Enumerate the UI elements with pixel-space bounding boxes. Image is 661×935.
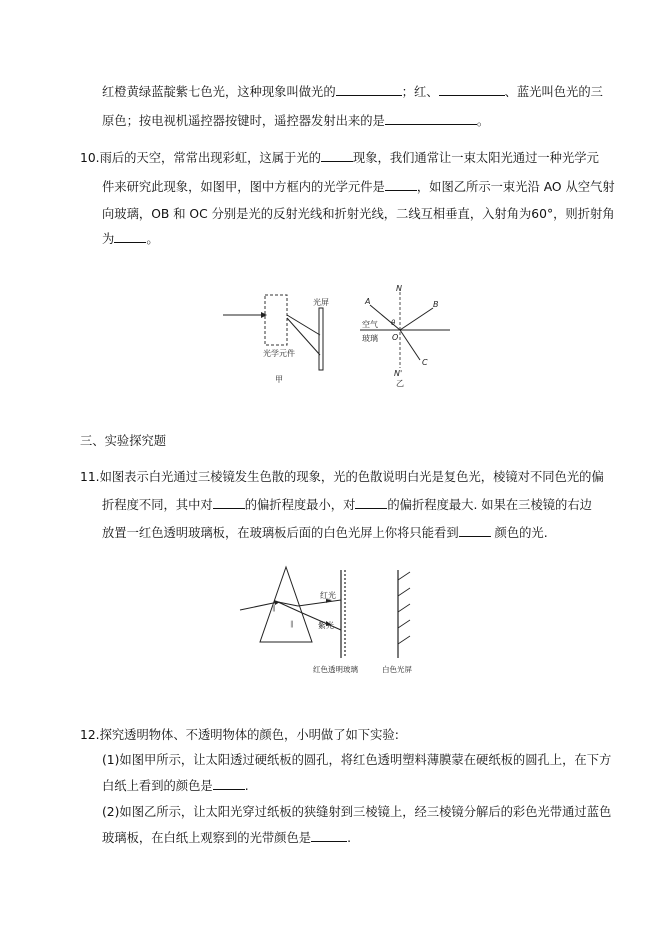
q10-text: 向玻璃，OB 和 OC 分别是光的反射光线和折射光线，二线互相垂直，入射角为60°，则折射角 bbox=[102, 207, 615, 221]
air-label: 空气 bbox=[362, 320, 378, 329]
red-light-ray bbox=[298, 600, 341, 606]
q12-text: (1)如图甲所示，让太阳透过硬纸板的圆孔，将红色透明塑料薄膜蒙在硬纸板的圆孔上，在下方 bbox=[102, 753, 612, 767]
q11-text: 如图表示白光通过三棱镜发生色散的现象，光的色散说明白光是复色光，棱镜对不同色光的偏 bbox=[99, 470, 604, 484]
optical-element-label: 光学元件 bbox=[263, 349, 295, 358]
q9-text: 。 bbox=[476, 114, 490, 128]
q11-text: 的偏折程度最大. 如果在三棱镜的右边 bbox=[387, 498, 592, 512]
light-screen bbox=[319, 308, 323, 370]
q12-line-1 bbox=[80, 726, 399, 744]
q9-text: 原色；按电视机遥控器按键时，遥控器发射出来的是 bbox=[102, 114, 385, 128]
q12-text: 探究透明物体、不透明物体的颜色，小明做了如下实验: bbox=[99, 728, 399, 742]
q9-text: ；红、 bbox=[401, 85, 439, 99]
prism-shading-mark: ∥ bbox=[290, 620, 294, 628]
label-theta: θ bbox=[391, 319, 396, 327]
violet-light-label: 紫光 bbox=[318, 621, 334, 630]
ray-OB bbox=[400, 308, 433, 330]
q12-text: 玻璃板，在白纸上观察到的光带颜色是 bbox=[102, 831, 312, 845]
answer-blank bbox=[114, 230, 146, 243]
figure-caption-yi: 乙 bbox=[396, 379, 404, 388]
question-number: 12. bbox=[80, 728, 100, 742]
label-B: B bbox=[433, 300, 439, 309]
q11-line-3 bbox=[102, 524, 548, 542]
q10-line-1 bbox=[80, 149, 599, 167]
q11-text: 的偏折程度最小，对 bbox=[244, 498, 356, 512]
red-glass-label: 红色透明玻璃 bbox=[313, 665, 358, 674]
q10-figure bbox=[215, 280, 455, 395]
q10-text: 。 bbox=[146, 232, 159, 246]
q10-text: 件来研究此现象，如图甲，图中方框内的光学元件是 bbox=[102, 180, 385, 194]
white-screen-label: 白色光屏 bbox=[382, 665, 412, 674]
q12-text: . bbox=[244, 779, 249, 793]
optical-element-box bbox=[265, 295, 287, 345]
ray-OC bbox=[400, 330, 420, 360]
label-A: A bbox=[365, 297, 371, 306]
q10-text: ，如图乙所示一束光沿 AO 从空气射 bbox=[416, 180, 615, 194]
q12-line-5 bbox=[102, 829, 351, 847]
prism-shading-mark: ∥ bbox=[272, 604, 276, 612]
q10-text: 雨后的天空，常常出现彩虹，这属于光的 bbox=[99, 151, 321, 165]
q11-text: 颜色的光. bbox=[490, 526, 548, 540]
screen-hatch bbox=[398, 604, 410, 612]
screen-hatch bbox=[398, 588, 410, 596]
label-N-prime: N' bbox=[394, 369, 403, 378]
question-number: 10. bbox=[80, 151, 100, 165]
answer-blank bbox=[355, 496, 387, 509]
ray-inside-prism-2 bbox=[278, 602, 300, 612]
glass-label: 玻璃 bbox=[362, 334, 378, 343]
q11-text: 折程度不同，其中对 bbox=[102, 498, 213, 512]
arrow-head-icon bbox=[261, 312, 267, 318]
dispersed-ray-upper bbox=[287, 315, 320, 335]
section-title bbox=[80, 432, 166, 450]
q10-text: 现象，我们通常让一束太阳光通过一种光学元 bbox=[352, 151, 599, 165]
q12-line-4 bbox=[102, 803, 611, 821]
screen-hatch bbox=[398, 636, 410, 644]
q11-text: 放置一红色透明玻璃板，在玻璃板后面的白色光屏上你将只能看到 bbox=[102, 526, 459, 540]
ray-inside-prism-1 bbox=[278, 602, 298, 606]
q9-line-2 bbox=[102, 112, 489, 130]
question-number: 11. bbox=[80, 470, 100, 484]
figure-caption-jia: 甲 bbox=[275, 375, 283, 384]
q12-text: (2)如图乙所示，让太阳光穿过纸板的狭缝射到三棱镜上，经三棱镜分解后的彩色光带通过蓝色 bbox=[102, 805, 612, 819]
q11-prism-figure bbox=[238, 562, 438, 677]
q11-line-1 bbox=[80, 468, 604, 486]
q9-text: 、蓝光叫色光的三 bbox=[504, 85, 603, 99]
screen-label: 光屏 bbox=[313, 298, 329, 307]
q12-line-3 bbox=[102, 777, 249, 795]
label-N: N bbox=[396, 284, 402, 293]
q10-line-4 bbox=[102, 230, 159, 248]
q10-line-2 bbox=[102, 178, 615, 196]
q9-text: 红橙黄绿蓝靛紫七色光，这种现象叫做光的 bbox=[102, 85, 336, 99]
red-light-label: 红光 bbox=[320, 591, 336, 600]
answer-blank bbox=[459, 524, 491, 537]
answer-blank bbox=[385, 112, 477, 125]
q12-text: 白纸上看到的颜色是 bbox=[102, 779, 213, 793]
label-C: C bbox=[422, 358, 428, 367]
q10-text: 为 bbox=[102, 232, 115, 246]
q9-line-1 bbox=[102, 83, 603, 101]
answer-blank bbox=[311, 829, 347, 842]
q12-text: . bbox=[347, 831, 351, 845]
section-title-text: 三、实验探究题 bbox=[80, 434, 167, 448]
answer-blank bbox=[385, 178, 417, 191]
screen-hatch bbox=[398, 620, 410, 628]
answer-blank bbox=[439, 83, 505, 96]
q12-line-2 bbox=[102, 751, 611, 769]
answer-blank bbox=[336, 83, 402, 96]
q11-line-2 bbox=[102, 496, 592, 514]
label-O: O bbox=[392, 333, 399, 342]
answer-blank bbox=[213, 496, 245, 509]
answer-blank bbox=[213, 777, 245, 790]
q10-line-3 bbox=[102, 205, 615, 223]
answer-blank bbox=[321, 149, 353, 162]
screen-hatch bbox=[398, 572, 410, 580]
